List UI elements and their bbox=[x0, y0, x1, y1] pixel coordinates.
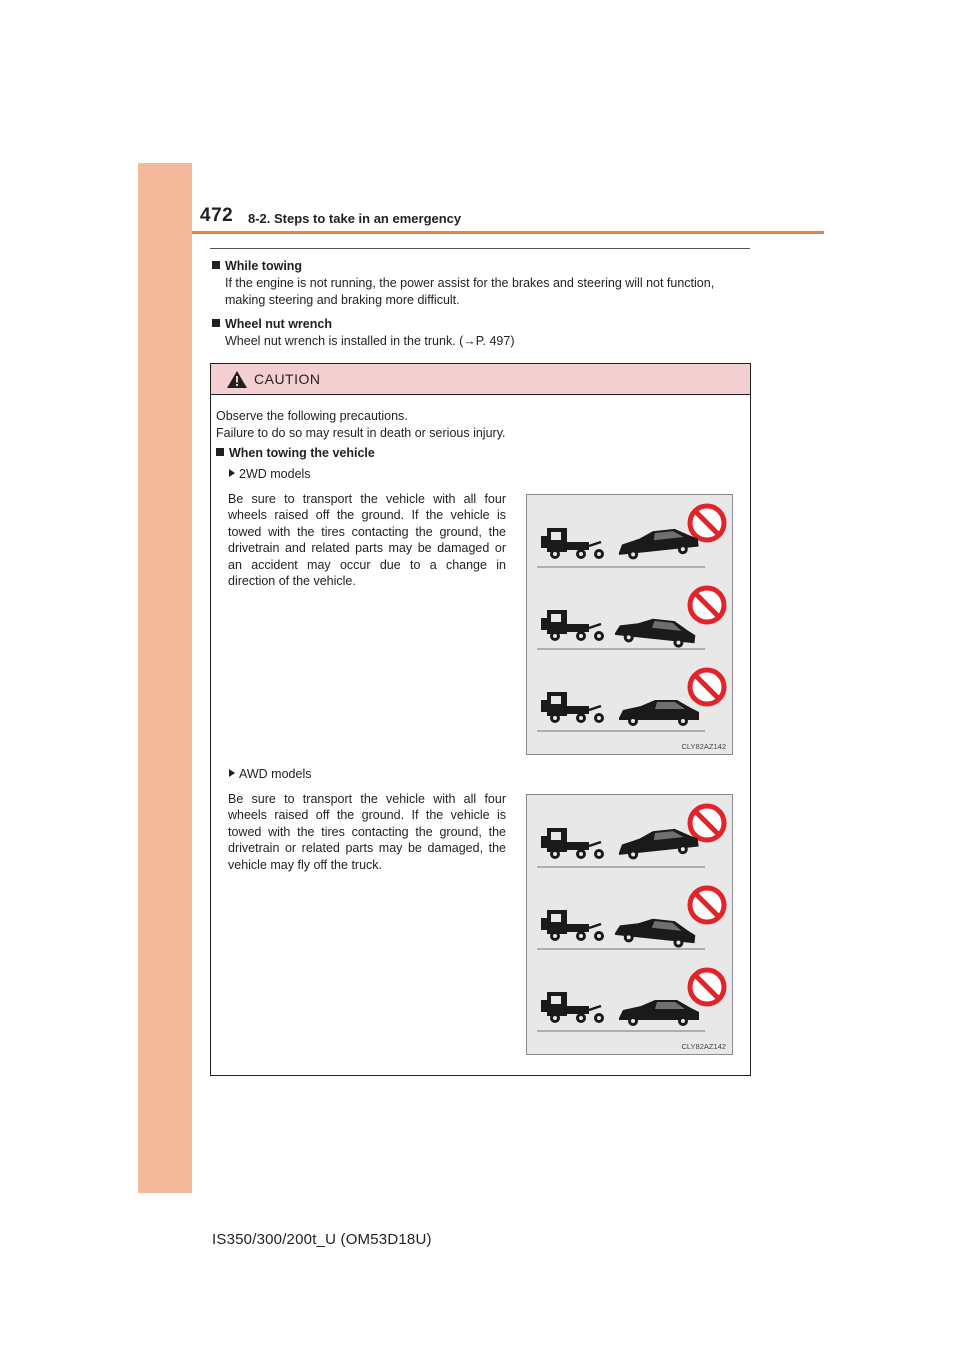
figure-code: CLY82AZ142 bbox=[681, 1042, 726, 1051]
warning-triangle-icon bbox=[227, 371, 247, 388]
caution-header bbox=[211, 364, 750, 395]
caution-intro-2: Failure to do so may result in death or serious injury. bbox=[216, 426, 506, 440]
triangle-bullet-icon bbox=[229, 769, 235, 777]
square-bullet-icon bbox=[212, 261, 220, 269]
caution-subheading: When towing the vehicle bbox=[216, 445, 375, 462]
item-while-towing bbox=[212, 258, 752, 309]
triangle-bullet-icon bbox=[229, 469, 235, 477]
item-heading: While towing bbox=[212, 258, 752, 275]
model-code-footer: IS350/300/200t_U (OM53D18U) bbox=[212, 1231, 432, 1248]
item-body: Wheel nut wrench is installed in the trunk. (→P. 497) bbox=[225, 334, 515, 348]
section-title: 8-2. Steps to take in an emergency bbox=[248, 211, 462, 226]
towing-figure-awd bbox=[526, 794, 733, 1055]
towing-figure-2wd bbox=[526, 494, 733, 755]
model-label-2wd: 2WD models bbox=[229, 466, 311, 483]
caution-box bbox=[210, 363, 751, 1076]
towing-illustration bbox=[527, 495, 732, 754]
item-wheel-nut-wrench bbox=[212, 316, 752, 350]
model-label-awd: AWD models bbox=[229, 766, 311, 783]
caution-paragraph-2wd: Be sure to transport the vehicle with all four wheels raised off the ground. If the vehicle is towed with the tires contacting the ground, the drivetrain and related parts may be damaged or an accident may occur due to a change in direction of the vehicle. bbox=[228, 492, 506, 589]
content-divider bbox=[210, 248, 750, 249]
caution-paragraph-awd: Be sure to transport the vehicle with all four wheels raised off the ground. If the vehicle is towed with the tires contacting the ground, the drivetrain or related parts may be damaged, the vehicle may fly off the truck. bbox=[228, 792, 506, 872]
caution-intro-1: Observe the following precautions. bbox=[216, 409, 408, 423]
item-heading: Wheel nut wrench bbox=[212, 316, 752, 333]
square-bullet-icon bbox=[216, 448, 224, 456]
figure-code: CLY82AZ142 bbox=[681, 742, 726, 751]
page-number: 472 bbox=[200, 205, 234, 226]
square-bullet-icon bbox=[212, 319, 220, 327]
chapter-sidebar-tab bbox=[138, 163, 192, 1193]
towing-illustration bbox=[527, 795, 732, 1054]
item-body: If the engine is not running, the power assist for the brakes and steering will not function, making steering and braking more difficult. bbox=[225, 276, 715, 307]
header-rule bbox=[192, 231, 824, 234]
caution-title: CAUTION bbox=[254, 371, 321, 387]
